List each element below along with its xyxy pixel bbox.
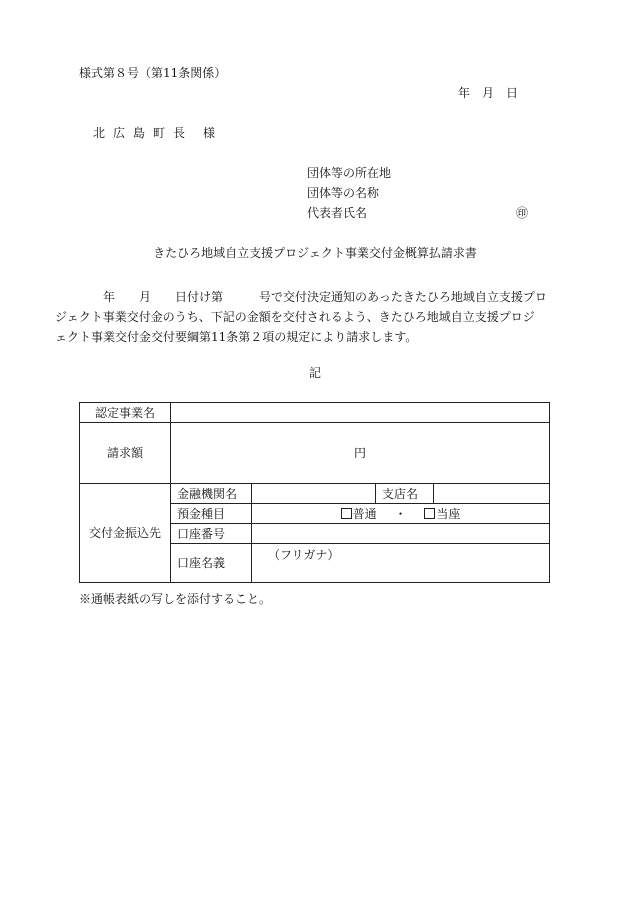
addressee-honorific: 様 bbox=[203, 126, 216, 140]
amount-value[interactable] bbox=[171, 423, 550, 484]
project-name-value[interactable] bbox=[171, 403, 550, 423]
deposit-type-label: 預金種目 bbox=[171, 504, 252, 524]
deposit-separator: ・ bbox=[394, 506, 407, 521]
body-day-part: 日付け第 bbox=[175, 290, 224, 304]
applicant-address-label: 団体等の所在地 bbox=[307, 166, 392, 180]
body-line-3: ェクト事業交付金交付要綱第11条第２項の規定により請求します。 bbox=[55, 330, 418, 344]
applicant-rep-label: 代表者氏名 bbox=[307, 206, 368, 220]
account-name-value[interactable] bbox=[252, 544, 550, 583]
amount-unit: 円 bbox=[353, 446, 366, 460]
body-month: 月 bbox=[139, 290, 152, 304]
deposit-type-options bbox=[252, 504, 550, 524]
current-checkbox[interactable] bbox=[424, 508, 435, 519]
applicant-name-label: 団体等の名称 bbox=[307, 186, 380, 200]
addressee bbox=[93, 127, 215, 139]
account-number-value[interactable] bbox=[252, 524, 550, 544]
seal-mark: ㊞ bbox=[516, 206, 529, 220]
body-num-part: 号で交付決定通知のあったきたひろ地域自立支援プロ bbox=[259, 290, 547, 304]
project-name-label: 認定事業名 bbox=[80, 403, 171, 423]
request-table bbox=[79, 402, 550, 583]
account-name-label: 口座名義 bbox=[171, 544, 252, 583]
amount-label: 請求額 bbox=[80, 423, 171, 484]
body-text bbox=[55, 287, 551, 347]
ordinary-label: 普通 bbox=[352, 506, 377, 521]
footnote: ※通帳表紙の写しを添付すること。 bbox=[79, 592, 272, 606]
body-year: 年 bbox=[103, 290, 116, 304]
applicant-block bbox=[307, 167, 391, 227]
ordinary-checkbox[interactable] bbox=[341, 508, 352, 519]
branch-name-value[interactable] bbox=[434, 484, 550, 504]
form-number: 様式第８号（第11条関係） bbox=[79, 66, 227, 80]
bank-name-value[interactable] bbox=[252, 484, 376, 504]
document-title: きたひろ地域自立支援プロジェクト事業交付金概算払請求書 bbox=[153, 246, 477, 260]
date-line: 年 月 日 bbox=[458, 86, 519, 100]
transfer-label: 交付金振込先 bbox=[80, 484, 171, 583]
account-number-label: 口座番号 bbox=[171, 524, 252, 544]
branch-name-label: 支店名 bbox=[376, 484, 434, 504]
addressee-name: 北広島町長 bbox=[93, 126, 194, 140]
ki-heading: 記 bbox=[308, 366, 321, 380]
bank-name-label: 金融機関名 bbox=[171, 484, 252, 504]
furigana-label: （フリガナ） bbox=[268, 548, 340, 562]
current-label: 当座 bbox=[436, 506, 461, 521]
body-line-2: ジェクト事業交付金のうち、下記の金額を交付されるよう、きたひろ地域自立支援プロジ bbox=[55, 310, 535, 324]
